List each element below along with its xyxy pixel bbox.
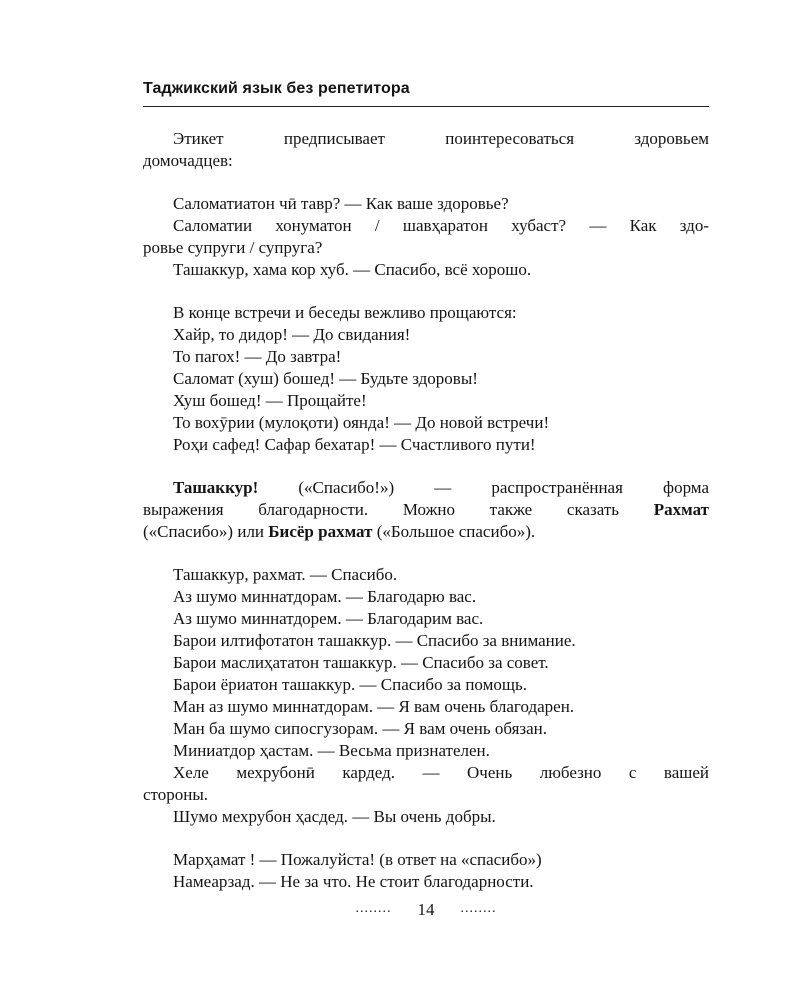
footer-dots-right: ........	[460, 901, 497, 916]
inline-text: («Большое спасибо»).	[372, 522, 536, 541]
phrase-line: Хеле мехрубонӣ кардед. — Очень любезно с вашей	[173, 763, 709, 782]
phrase-line: стороны.	[143, 785, 209, 804]
phrase-line: То вохӯрии (мулоқоти) оянда! — До новой встречи!	[173, 413, 550, 432]
phrase-line: То пагох! — До завтра!	[173, 347, 342, 366]
phrase-line: Ташаккур, рахмат. — Спасибо.	[173, 565, 398, 584]
phrase-line: Намеарзад. — Не за что. Не стоит благодарности.	[173, 872, 534, 891]
phrase-line: Барои маслиҳататон ташаккур. — Спасибо за совет.	[173, 653, 549, 672]
page-body	[143, 128, 709, 893]
phrase-line: Ташаккур, хама кор хуб. — Спасибо, всё хорошо.	[173, 260, 532, 279]
blank-line	[143, 172, 709, 193]
page-footer	[143, 900, 709, 920]
phrase-line: Саломатии хонуматон / шавҳаратон хубаст? — Как здо-	[173, 216, 709, 235]
inline-text: выражения благодарности. Можно также сказать	[143, 500, 654, 519]
bold-term: Бисёр рахмат	[268, 522, 373, 541]
blank-line	[143, 281, 709, 302]
phrase-line: Барои илтифотатон ташаккур. — Спасибо за внимание.	[173, 631, 576, 650]
blank-line	[143, 543, 709, 564]
phrase-line: Саломатиатон чӣ тавр? — Как ваше здоровье?	[173, 194, 509, 213]
footer-dots-left: ........	[355, 901, 392, 916]
phrase-line: Хуш бошед! — Прощайте!	[173, 391, 367, 410]
blank-line	[143, 828, 709, 849]
text-line: В конце встречи и беседы вежливо прощаются:	[173, 303, 517, 322]
phrase-line: Роҳи сафед! Сафар бехатар! — Счастливого пути!	[173, 435, 536, 454]
inline-text: («Спасибо!») — распространённая форма	[258, 478, 709, 497]
phrase-line: Миниатдор ҳастам. — Весьма признателен.	[173, 741, 490, 760]
text-line	[143, 499, 709, 521]
text-line: домочадцев:	[143, 151, 233, 170]
inline-text: («Спасибо») или	[143, 522, 269, 541]
phrase-line: Марҳамат ! — Пожалуйста! (в ответ на «спасибо»)	[173, 850, 542, 869]
bold-term: Ташаккур!	[173, 478, 259, 497]
running-header: Таджикский язык без репетитора	[143, 80, 410, 97]
blank-line	[143, 456, 709, 477]
phrase-line: Аз шумо миннатдорем. — Благодарим вас.	[173, 609, 484, 628]
phrase-line: Ман ба шумо сипосгузорам. — Я вам очень обязан.	[173, 719, 548, 738]
header-rule	[143, 106, 709, 107]
phrase-line: Шумо мехрубон ҳасдед. — Вы очень добры.	[173, 807, 496, 826]
text-line	[143, 521, 709, 543]
phrase-line: Саломат (хуш) бошед! — Будьте здоровы!	[173, 369, 478, 388]
page-number: 14	[417, 900, 435, 919]
text-line: Этикет предписывает поинтересоваться здоровьем	[173, 129, 709, 148]
phrase-line: Хайр, то дидор! — До свидания!	[173, 325, 411, 344]
phrase-line: Аз шумо миннатдорам. — Благодарю вас.	[173, 587, 477, 606]
phrase-line: ровье супруги / супруга?	[143, 238, 323, 257]
phrase-line: Ман аз шумо миннатдорам. — Я вам очень благодарен.	[173, 697, 575, 716]
phrase-line: Барои ёриатон ташаккур. — Спасибо за помощь.	[173, 675, 527, 694]
text-line	[143, 477, 709, 499]
bold-term: Рахмат	[653, 500, 709, 519]
